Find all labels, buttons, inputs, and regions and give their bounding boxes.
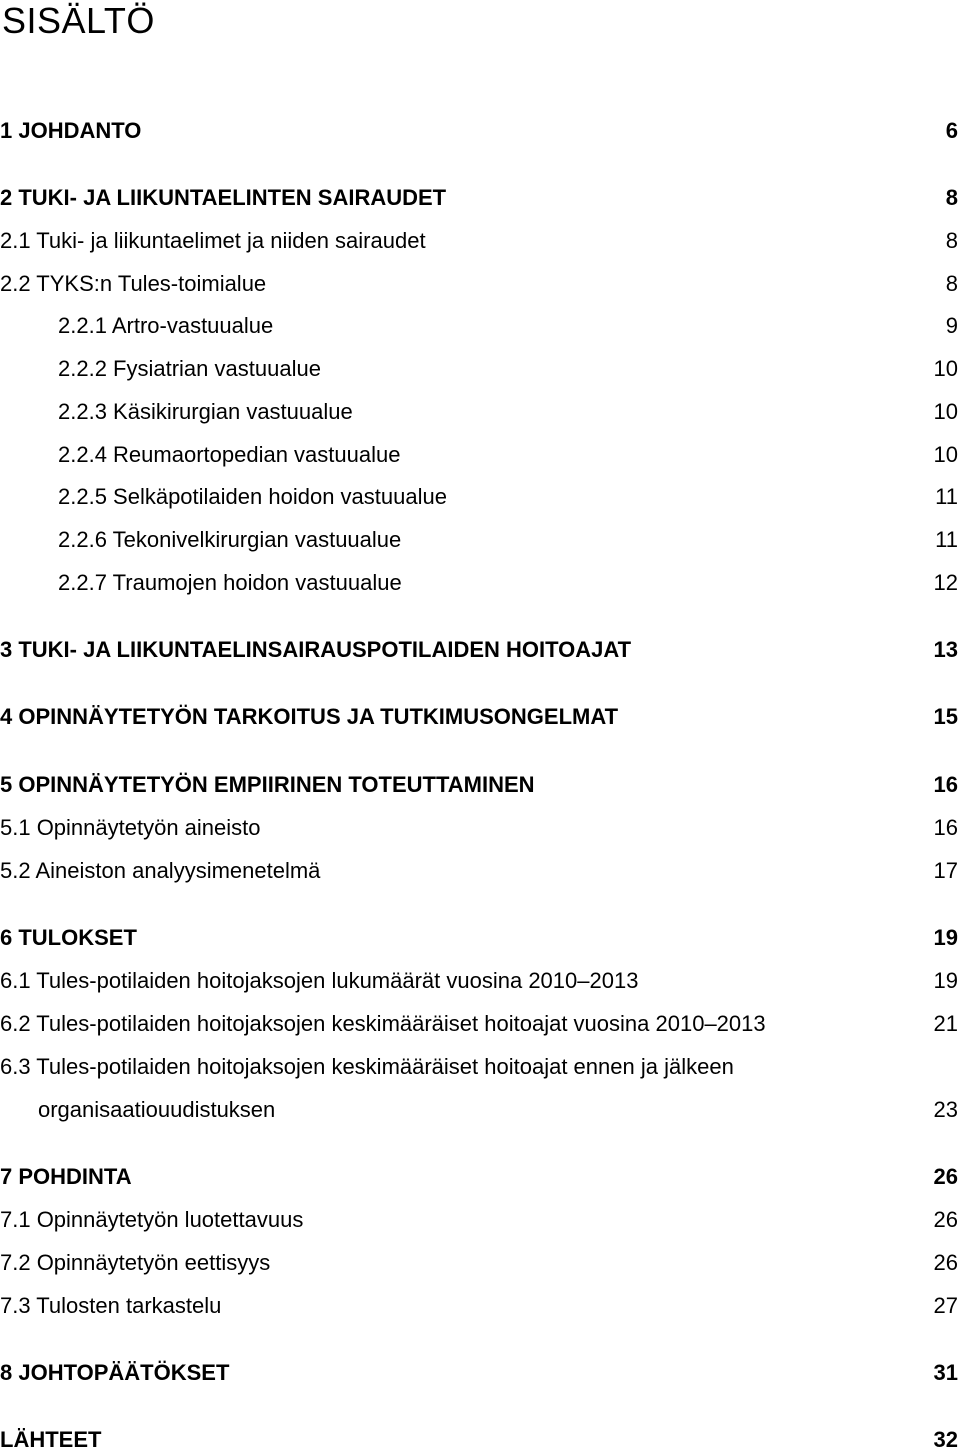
toc-entry-page-number: 17	[933, 858, 958, 883]
toc-entry-page-number: 9	[945, 313, 958, 338]
toc-entry	[0, 856, 958, 886]
toc-entry-label: 6.2 Tules-potilaiden hoitojaksojen keskimääräiset hoitoajat vuosina 2010–2013	[0, 1011, 766, 1036]
toc-entry-label: 2.2.4 Reumaortopedian vastuualue	[58, 442, 401, 467]
toc-entry-page-number: 16	[933, 815, 958, 840]
toc-entry-page-number: 26	[933, 1164, 958, 1189]
toc-entry-label: 4 OPINNÄYTETYÖN TARKOITUS JA TUTKIMUSONGELMAT	[0, 704, 619, 729]
toc-entry	[0, 966, 958, 996]
toc-entry-page-number: 10	[933, 356, 958, 381]
toc-entry-label: 7.1 Opinnäytetyön luotettavuus	[0, 1207, 304, 1232]
toc-entry-page-number: 6	[945, 118, 958, 143]
toc-entry-page-number: 21	[933, 1011, 958, 1036]
toc-entry-label: 8 JOHTOPÄÄTÖKSET	[0, 1360, 230, 1385]
toc-entry-label: 2.2.5 Selkäpotilaiden hoidon vastuualue	[58, 484, 447, 509]
toc-entry	[0, 440, 958, 470]
toc-entry-label: 6.3 Tules-potilaiden hoitojaksojen keskimääräiset hoitoajat ennen ja jälkeen	[0, 1054, 734, 1079]
toc-entry	[0, 226, 958, 256]
toc-entry-label: 6 TULOKSET	[0, 925, 137, 950]
toc-entry	[0, 482, 958, 512]
toc-entry	[0, 1162, 958, 1192]
toc-entry-label: 2.1 Tuki- ja liikuntaelimet ja niiden sairaudet	[0, 228, 426, 253]
toc-entry-label: 2.2.1 Artro-vastuualue	[58, 313, 274, 338]
toc-entry-label: 5.2 Aineiston analyysimenetelmä	[0, 858, 321, 883]
toc-entry-page-number: 32	[933, 1427, 958, 1452]
toc-entry-label: 1 JOHDANTO	[0, 118, 142, 143]
toc-entry-page-number: 10	[933, 399, 958, 424]
toc-entry-label: 2.2.2 Fysiatrian vastuualue	[58, 356, 321, 381]
toc-entry-page-number: 11	[935, 527, 958, 552]
page-title: SISÄLTÖ	[2, 0, 155, 41]
toc-entry-page-number: 8	[945, 185, 958, 210]
toc-entry	[0, 1425, 958, 1455]
toc-entry	[0, 311, 958, 341]
toc-entry-label: 2.2.7 Traumojen hoidon vastuualue	[58, 570, 402, 595]
toc-entry-page-number: 12	[933, 570, 958, 595]
toc-entry	[0, 1248, 958, 1278]
toc-entry-page-number: 10	[933, 442, 958, 467]
toc-entry-label: 7 POHDINTA	[0, 1164, 132, 1189]
toc-entry-page-number: 13	[933, 637, 958, 662]
toc-entry-label: LÄHTEET	[0, 1427, 102, 1452]
toc-entry-label: 5 OPINNÄYTETYÖN EMPIIRINEN TOTEUTTAMINEN	[0, 772, 535, 797]
toc-entry	[0, 116, 958, 146]
toc-entry	[0, 269, 958, 299]
toc-entry	[0, 183, 958, 213]
toc-entry-page-number: 8	[945, 271, 958, 296]
toc-entry	[0, 354, 958, 384]
toc-entry	[0, 813, 958, 843]
toc-entry-page-number: 26	[933, 1207, 958, 1232]
toc-entry	[0, 1291, 958, 1321]
toc-entry	[0, 1095, 958, 1125]
toc-entry-label: organisaatiouudistuksen	[38, 1097, 276, 1122]
toc-entry	[0, 635, 958, 665]
toc-entry-label: 2.2.3 Käsikirurgian vastuualue	[58, 399, 353, 424]
toc-entry-page-number: 8	[945, 228, 958, 253]
toc-entry-label: 7.2 Opinnäytetyön eettisyys	[0, 1250, 271, 1275]
toc-entry-page-number: 26	[933, 1250, 958, 1275]
toc-entry-page-number: 15	[933, 704, 958, 729]
toc-entry-page-number: 19	[933, 925, 958, 950]
toc-entry	[0, 1358, 958, 1388]
toc-entry	[0, 770, 958, 800]
toc-entry-page-number: 27	[933, 1293, 958, 1318]
toc-entry-label: 6.1 Tules-potilaiden hoitojaksojen lukumäärät vuosina 2010–2013	[0, 968, 639, 993]
toc-entry-label: 3 TUKI- JA LIIKUNTAELINSAIRAUSPOTILAIDEN HOITOAJAT	[0, 637, 632, 662]
toc-entry-label: 5.1 Opinnäytetyön aineisto	[0, 815, 261, 840]
toc-entry-label: 7.3 Tulosten tarkastelu	[0, 1293, 222, 1318]
toc-entry-page-number: 16	[933, 772, 958, 797]
toc-entry	[0, 525, 958, 555]
toc-entry	[0, 568, 958, 598]
toc-entry	[0, 397, 958, 427]
toc-entry-page-number: 31	[933, 1360, 958, 1385]
toc-entry-page-number: 23	[933, 1097, 958, 1122]
toc-entry	[0, 1052, 958, 1082]
toc-entry-label: 2 TUKI- JA LIIKUNTAELINTEN SAIRAUDET	[0, 185, 447, 210]
toc-entry	[0, 702, 958, 732]
toc-entry-page-number: 11	[935, 484, 958, 509]
toc-entry-label: 2.2.6 Tekonivelkirurgian vastuualue	[58, 527, 402, 552]
toc-entry-page-number: 19	[933, 968, 958, 993]
toc-entry	[0, 1009, 958, 1039]
toc-entry	[0, 923, 958, 953]
toc-entry	[0, 1205, 958, 1235]
toc-entry-label: 2.2 TYKS:n Tules-toimialue	[0, 271, 267, 296]
